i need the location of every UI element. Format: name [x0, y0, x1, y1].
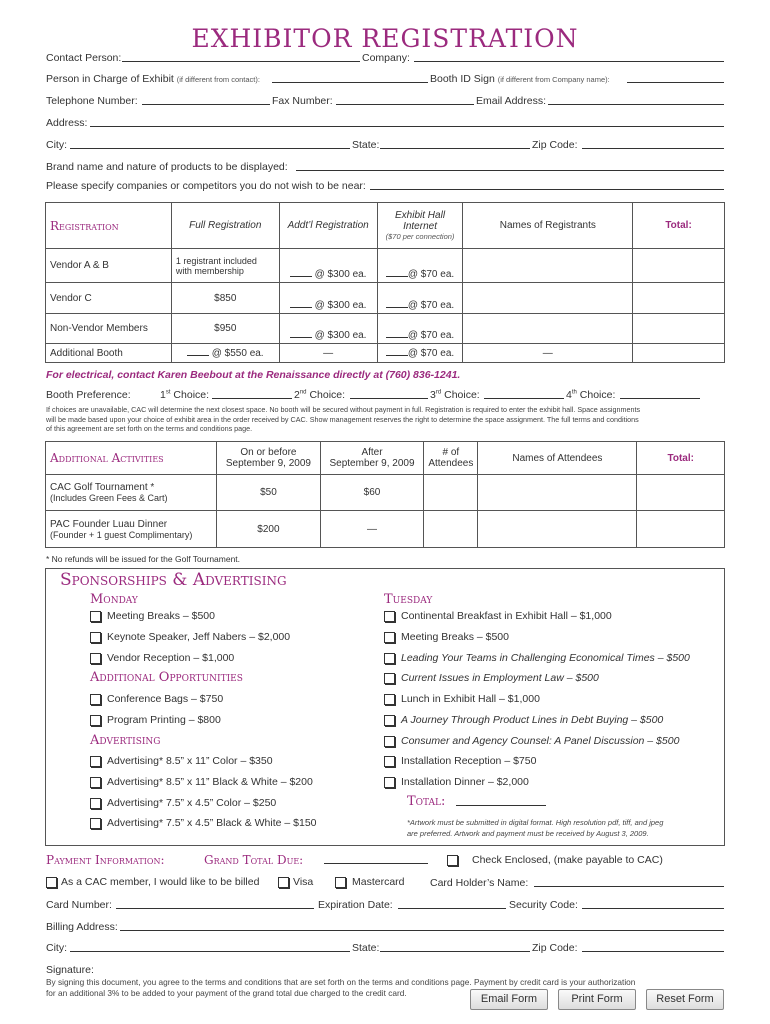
golf-after: $60 [320, 475, 424, 511]
checkbox[interactable] [384, 756, 395, 767]
choice-4-field[interactable] [620, 389, 700, 399]
sponsorship-total-field[interactable] [456, 796, 546, 806]
luau-label: PAC Founder Luau Dinner (Founder + 1 guest Complimentary) [46, 511, 217, 548]
full-additional-booth[interactable]: @ $550 ea. [171, 344, 279, 363]
checkbox[interactable] [384, 653, 395, 664]
advertising-heading: Advertising [90, 733, 161, 748]
col-activities-total: Total: [637, 442, 725, 475]
tuesday-item[interactable]: Leading Your Teams in Challenging Economical Times – $500 [384, 652, 690, 664]
advertising-item[interactable]: Advertising* 8.5” x 11” Black & White – $200 [90, 776, 313, 788]
reset-form-button[interactable]: Reset Form [646, 989, 724, 1010]
luau-before: $200 [217, 511, 321, 548]
expiration-label: Expiration Date: [318, 899, 393, 911]
total-vendor-ab[interactable] [633, 249, 725, 283]
table-row [46, 314, 725, 344]
person-in-charge-label: Person in Charge of Exhibit (if different from contact): [46, 73, 260, 85]
fax-field[interactable] [336, 95, 474, 105]
electrical-note: For electrical, contact Karen Beebout at the Renaissance directly at (760) 836-1241. [46, 369, 461, 381]
col-names-attendees: Names of Attendees [478, 442, 637, 475]
golf-label: CAC Golf Tournament * (Includes Green Fees & Cart) [46, 475, 217, 511]
names-additional-booth: — [463, 344, 633, 363]
tuesday-item[interactable]: Installation Dinner – $2,000 [384, 776, 529, 788]
card-holder-field[interactable] [534, 877, 724, 887]
checkbox[interactable] [384, 611, 395, 622]
advertising-item[interactable]: Advertising* 7.5” x 4.5” Color – $250 [90, 797, 276, 809]
state-label: State: [352, 139, 380, 151]
full-vendor-ab: 1 registrant included with membership [171, 249, 279, 283]
sponsorship-total-label: Total: [407, 794, 446, 809]
choice-1-field[interactable] [212, 389, 292, 399]
terms-text: By signing this document, you agree to the terms and conditions that are set forth on the terms and conditions page. Payment by credit card is your authorization for an additional 3% to be added to your payment of the grand total due charged to the credit card. [46, 977, 636, 998]
telephone-field[interactable] [142, 95, 270, 105]
choice-1-label: 1st Choice: [160, 389, 210, 401]
checkbox[interactable] [384, 632, 395, 643]
activities-header-row [46, 442, 725, 475]
row-label-additional-booth: Additional Booth [46, 344, 172, 363]
card-number-label: Card Number: [46, 899, 112, 911]
email-form-button[interactable]: Email Form [470, 989, 548, 1010]
fax-label: Fax Number: [272, 95, 333, 107]
checkbox[interactable] [90, 777, 101, 788]
advertising-item[interactable]: Advertising* 7.5” x 4.5” Black & White – $150 [90, 817, 317, 829]
booth-fine-print: If choices are unavailable, CAC will determine the next closest space. No booth will be secured without payment in full. Registration is required to enter the exhibit hall. Space assignments will be made based upon your choice of exhibit area in the order received by CAC. Show management reserves the right to determine the space assignment. The full terms and conditions of this agreement are set forth on the terms and conditions page. [46, 405, 641, 433]
checkbox[interactable] [384, 694, 395, 705]
table-row [46, 475, 725, 511]
checkbox[interactable] [384, 777, 395, 788]
choice-3-label: 3rd Choice: [430, 389, 480, 401]
luau-names[interactable] [478, 511, 637, 548]
golf-names[interactable] [478, 475, 637, 511]
luau-after: — [320, 511, 424, 548]
signature-label: Signature: [46, 964, 94, 976]
advertising-item[interactable]: Advertising* 8.5” x 11” Color – $350 [90, 755, 273, 767]
full-non-vendor: $950 [171, 314, 279, 344]
company-field[interactable] [414, 52, 724, 62]
golf-total[interactable] [637, 475, 725, 511]
competitors-field[interactable] [370, 180, 724, 190]
hall-vendor-ab[interactable]: @ $70 ea. [377, 249, 463, 283]
tuesday-item[interactable]: A Journey Through Product Lines in Debt Buying – $500 [384, 714, 663, 726]
col-attendees: # of Attendees [424, 442, 478, 475]
hall-vendor-c[interactable]: @ $70 ea. [377, 283, 463, 314]
total-non-vendor[interactable] [633, 314, 725, 344]
zip-label: Zip Code: [532, 139, 578, 151]
visa-option[interactable]: Visa [278, 876, 313, 888]
table-row [46, 344, 725, 363]
row-label-non-vendor: Non-Vendor Members [46, 314, 172, 344]
choice-2-field[interactable] [350, 389, 428, 399]
checkbox[interactable] [447, 855, 458, 866]
additional-opportunities-heading: Additional Opportunities [90, 670, 243, 685]
monday-heading: Monday [90, 592, 138, 607]
checkbox[interactable] [90, 632, 101, 643]
hall-non-vendor[interactable]: @ $70 ea. [377, 314, 463, 344]
col-addtl-registration: Addt’l Registration [279, 203, 377, 249]
billing-city-label: City: [46, 942, 67, 954]
col-total: Total: [633, 203, 725, 249]
member-billed-option[interactable]: As a CAC member, I would like to be billed [46, 876, 259, 888]
checkbox[interactable] [90, 653, 101, 664]
table-row [46, 511, 725, 548]
checkbox[interactable] [335, 877, 346, 888]
table-row [46, 249, 725, 283]
registration-heading: Registration [46, 203, 172, 249]
brand-field[interactable] [296, 161, 724, 171]
security-field[interactable] [582, 899, 724, 909]
names-vendor-c[interactable] [463, 283, 633, 314]
tuesday-item[interactable]: Consumer and Agency Counsel: A Panel Discussion – $500 [384, 735, 679, 747]
booth-id-sign-field[interactable] [627, 73, 724, 83]
tuesday-item[interactable]: Current Issues in Employment Law – $500 [384, 672, 599, 684]
city-label: City: [46, 139, 67, 151]
checkbox[interactable] [384, 673, 395, 684]
booth-id-sign-label: Booth ID Sign (if different from Company name): [430, 73, 610, 85]
col-exhibit-hall: Exhibit Hall Internet ($70 per connection) [377, 203, 463, 249]
zip-field[interactable] [582, 139, 724, 149]
card-number-field[interactable] [116, 899, 314, 909]
col-names-registrants: Names of Registrants [463, 203, 633, 249]
names-vendor-ab[interactable] [463, 249, 633, 283]
addtl-vendor-ab[interactable]: @ $300 ea. [279, 249, 377, 283]
checkbox[interactable] [278, 877, 289, 888]
billing-zip-field[interactable] [582, 942, 724, 952]
registration-header-row [46, 203, 725, 249]
brand-label: Brand name and nature of products to be displayed: [46, 161, 288, 173]
luau-total[interactable] [637, 511, 725, 548]
billing-city-field[interactable] [70, 942, 350, 952]
card-holder-label: Card Holder’s Name: [430, 877, 529, 889]
registration-table [45, 202, 725, 363]
checkbox[interactable] [384, 715, 395, 726]
choice-3-field[interactable] [484, 389, 564, 399]
row-label-vendor-c: Vendor C [46, 283, 172, 314]
total-vendor-c[interactable] [633, 283, 725, 314]
col-before: On or before September 9, 2009 [217, 442, 321, 475]
billing-zip-label: Zip Code: [532, 942, 578, 954]
row-label-vendor-ab: Vendor A & B [46, 249, 172, 283]
grand-total-field[interactable] [324, 854, 428, 864]
addtl-non-vendor[interactable]: @ $300 ea. [279, 314, 377, 344]
tuesday-item[interactable]: Meeting Breaks – $500 [384, 631, 509, 643]
company-label: Company: [362, 52, 410, 64]
telephone-label: Telephone Number: [46, 95, 138, 107]
choice-2-label: 2nd Choice: [294, 389, 346, 401]
col-after: After September 9, 2009 [320, 442, 424, 475]
names-non-vendor[interactable] [463, 314, 633, 344]
additional-item[interactable]: Conference Bags – $750 [90, 693, 223, 705]
table-row [46, 283, 725, 314]
total-additional-booth[interactable] [633, 344, 725, 363]
address-field[interactable] [90, 117, 724, 127]
payment-heading: Payment Information: [46, 853, 165, 867]
col-full-registration: Full Registration [171, 203, 279, 249]
tuesday-item[interactable]: Continental Breakfast in Exhibit Hall – $1,000 [384, 610, 612, 622]
check-enclosed-option[interactable]: Check Enclosed, (make payable to CAC) [447, 854, 663, 866]
state-field[interactable] [380, 139, 530, 149]
person-in-charge-field[interactable] [272, 73, 428, 83]
artwork-note: *Artwork must be submitted in digital format. High resolution pdf, tiff, and jpeg are preferred. Artwork and payment must be received by August 3, 2009. [407, 818, 664, 838]
choice-4-label: 4th Choice: [566, 389, 616, 401]
email-label: Email Address: [476, 95, 547, 107]
monday-item[interactable]: Keynote Speaker, Jeff Nabers – $2,000 [90, 631, 290, 643]
activities-table [45, 441, 725, 548]
competitors-label: Please specify companies or competitors you do not wish to be near: [46, 180, 366, 192]
checkbox[interactable] [90, 715, 101, 726]
billing-address-label: Billing Address: [46, 921, 118, 933]
golf-before: $50 [217, 475, 321, 511]
checkbox[interactable] [384, 736, 395, 747]
tuesday-heading: Tuesday [384, 592, 433, 607]
form-title: EXHIBITOR REGISTRATION [191, 24, 579, 53]
addtl-additional-booth: — [279, 344, 377, 363]
address-label: Address: [46, 117, 88, 129]
sponsorships-heading: Sponsorships & Advertising [60, 570, 287, 590]
golf-attendees[interactable] [424, 475, 478, 511]
tuesday-item[interactable]: Installation Reception – $750 [384, 755, 536, 767]
booth-preference-label: Booth Preference: [46, 389, 131, 401]
contact-person-field[interactable] [122, 52, 360, 62]
contact-person-label: Contact Person: [46, 52, 122, 64]
monday-item[interactable]: Vendor Reception – $1,000 [90, 652, 234, 664]
checkbox[interactable] [90, 818, 101, 829]
luau-attendees[interactable] [424, 511, 478, 548]
checkbox[interactable] [90, 756, 101, 767]
monday-item[interactable]: Meeting Breaks – $500 [90, 610, 215, 622]
billing-state-field[interactable] [380, 942, 530, 952]
city-field[interactable] [70, 139, 350, 149]
golf-refund-note: * No refunds will be issued for the Golf Tournament. [46, 554, 241, 564]
activities-heading: Additional Activities [46, 442, 217, 475]
expiration-field[interactable] [398, 899, 506, 909]
billing-address-field[interactable] [120, 921, 724, 931]
signature-field[interactable] [96, 964, 724, 974]
checkbox[interactable] [90, 694, 101, 705]
hall-additional-booth[interactable]: @ $70 ea. [377, 344, 463, 363]
email-field[interactable] [548, 95, 724, 105]
checkbox[interactable] [90, 798, 101, 809]
tuesday-item[interactable]: Lunch in Exhibit Hall – $1,000 [384, 693, 540, 705]
grand-total-label: Grand Total Due: [204, 853, 304, 867]
print-form-button[interactable]: Print Form [558, 989, 636, 1010]
checkbox[interactable] [90, 611, 101, 622]
addtl-vendor-c[interactable]: @ $300 ea. [279, 283, 377, 314]
checkbox[interactable] [46, 877, 57, 888]
security-label: Security Code: [509, 899, 578, 911]
billing-state-label: State: [352, 942, 380, 954]
full-vendor-c: $850 [171, 283, 279, 314]
mastercard-option[interactable]: Mastercard [335, 876, 405, 888]
additional-item[interactable]: Program Printing – $800 [90, 714, 221, 726]
